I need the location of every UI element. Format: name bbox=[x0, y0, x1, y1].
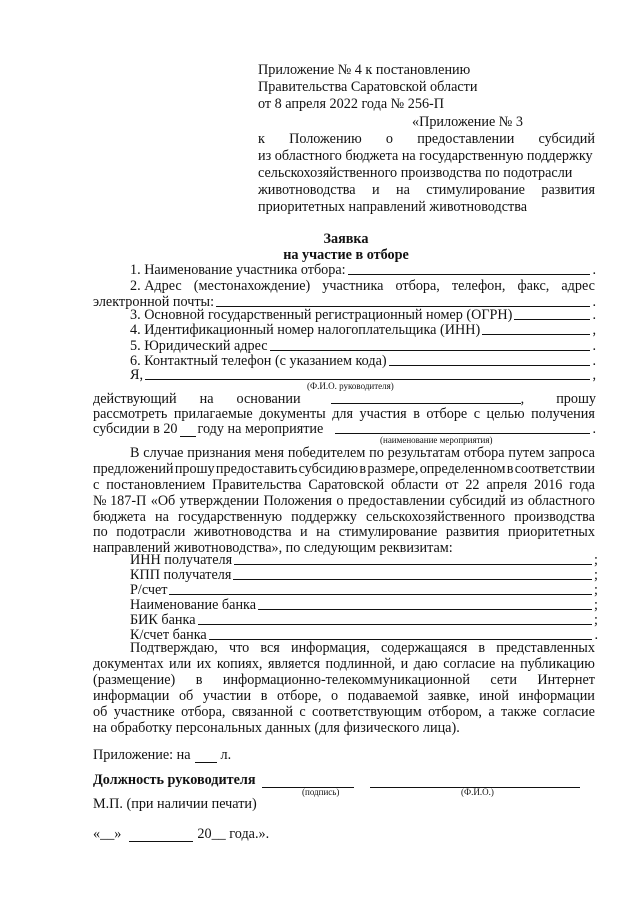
win-line-5: бюджета на государственную поддержку сельскохозяйственного производства bbox=[93, 509, 595, 525]
header-line-1: Приложение № 4 к постановлению bbox=[258, 62, 471, 78]
signature-hint: (подпись) bbox=[302, 787, 340, 797]
appendix-line-1: к Положению о предоставлении субсидий bbox=[258, 131, 595, 147]
win-line-2: предложений прошу предоставить субсидию в размере, определенном в соответствии bbox=[93, 461, 595, 477]
form-title: Заявка bbox=[323, 231, 369, 247]
win-line-6: по подотрасли животноводства и на стимулирование развития приоритетных bbox=[93, 524, 595, 540]
field-recipient-inn[interactable]: ИНН получателя ; bbox=[130, 552, 598, 568]
fio2-hint: (Ф.И.О.) bbox=[461, 787, 494, 797]
field-bank-name[interactable]: Наименование банка ; bbox=[130, 597, 598, 613]
appendix-line-2: из областного бюджета на государственную поддержку bbox=[258, 148, 593, 164]
confirm-line-4: информации об участии в отборе, о подаваемой заявке, иной информации bbox=[93, 688, 595, 704]
appendix-title: «Приложение № 3 bbox=[412, 114, 523, 130]
form-subtitle: на участие в отборе bbox=[283, 247, 409, 263]
field-phone[interactable]: 6. Контактный телефон (с указанием кода) . bbox=[130, 353, 596, 369]
field-email[interactable]: электронной почты: . bbox=[93, 294, 596, 310]
field-basis[interactable]: действующий на основании , прошу bbox=[93, 391, 596, 407]
field-inn[interactable]: 4. Идентификационный номер налогоплательщика (ИНН) , bbox=[130, 322, 596, 338]
field-date[interactable]: «__» 20__ года.». bbox=[93, 826, 270, 842]
confirm-line-6: на обработку персональных данных (для физического лица). bbox=[93, 720, 460, 736]
request-line: рассмотреть прилагаемые документы для участия в отборе с целью получения bbox=[93, 406, 595, 422]
win-line-3: с постановлением Правительства Саратовской области от 22 апреля 2016 года bbox=[93, 477, 595, 493]
event-hint: (наименование мероприятия) bbox=[380, 435, 493, 445]
field-attachment-pages[interactable]: Приложение: на л. bbox=[93, 747, 232, 763]
win-line-4: № 187-П «Об утверждении Положения о предоставлении субсидий из областного bbox=[93, 493, 595, 509]
confirm-line-5: об участнике отбора, связанной с соответствующим отбором, а также согласие bbox=[93, 704, 595, 720]
field-bik[interactable]: БИК банка ; bbox=[130, 612, 598, 628]
signature-row[interactable]: Должность руководителя bbox=[93, 772, 580, 788]
win-line-7: направлений животноводства», по следующим реквизитам: bbox=[93, 540, 453, 556]
field-corr-account[interactable]: К/счет банка . bbox=[130, 627, 598, 643]
confirm-line-1: Подтверждаю, что вся информация, содержащаяся в представленных bbox=[130, 640, 595, 656]
confirm-line-2: документах или их копиях, является подлинной, и даю согласие на публикацию bbox=[93, 656, 595, 672]
field-participant-name[interactable]: 1. Наименование участника отбора: . bbox=[130, 262, 596, 278]
fio-hint: (Ф.И.О. руководителя) bbox=[307, 381, 394, 391]
field-legal-address[interactable]: 5. Юридический адрес . bbox=[130, 338, 596, 354]
header-line-3: от 8 апреля 2022 года № 256-П bbox=[258, 96, 445, 112]
header-line-2: Правительства Саратовской области bbox=[258, 79, 478, 95]
appendix-line-4: животноводства и на стимулирование развития bbox=[258, 182, 595, 198]
stamp-note: М.П. (при наличии печати) bbox=[93, 796, 257, 812]
field-recipient-kpp[interactable]: КПП получателя ; bbox=[130, 567, 598, 583]
field-ogrn[interactable]: 3. Основной государственный регистрационный номер (ОГРН) . bbox=[130, 307, 596, 323]
field-fio[interactable]: Я, , bbox=[130, 367, 596, 383]
field-address-line: 2. Адрес (местонахождение) участника отбора, телефон, факс, адрес bbox=[130, 278, 595, 294]
field-account[interactable]: Р/счет ; bbox=[130, 582, 598, 598]
appendix-line-3: сельскохозяйственного производства по подотрасли bbox=[258, 165, 573, 181]
confirm-line-3: (размещение) в информационно-телекоммуникационной сети Интернет bbox=[93, 672, 595, 688]
field-event[interactable]: субсидии в 20 году на мероприятие . bbox=[93, 421, 596, 437]
appendix-line-5: приоритетных направлений животноводства bbox=[258, 199, 528, 215]
win-line-1: В случае признания меня победителем по результатам отбора путем запроса bbox=[130, 445, 595, 461]
